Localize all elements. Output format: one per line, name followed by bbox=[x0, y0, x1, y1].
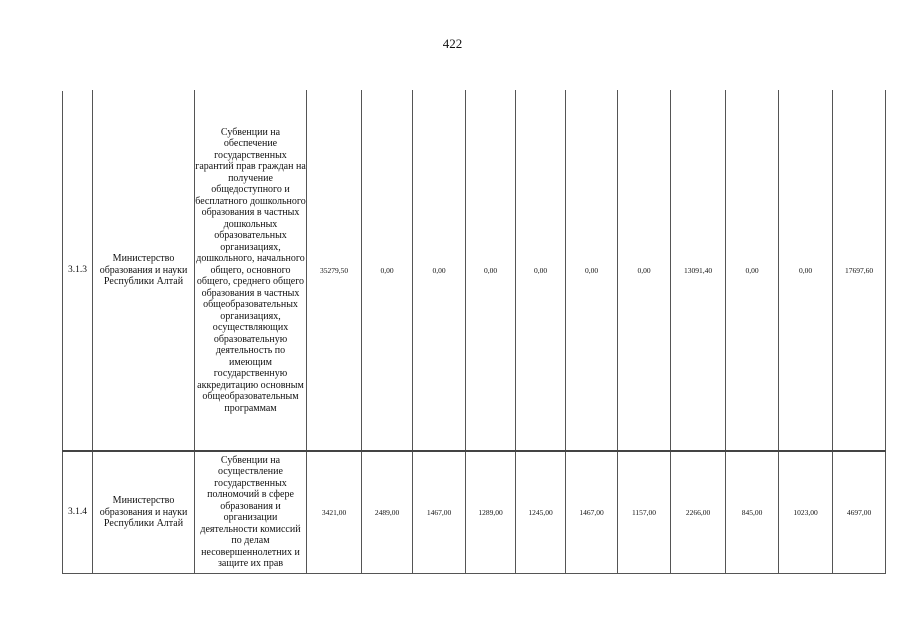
value-cell: 1023,00 bbox=[779, 451, 833, 574]
subsidy-description: Субвенции на осуществление государственных полномочий в сфере образования и организации деятельности комиссий по делам несовершеннолетних и защите их прав bbox=[195, 451, 307, 574]
value-cell: 2489,00 bbox=[362, 451, 413, 574]
value-cell: 0,00 bbox=[466, 91, 516, 451]
value-cell: 3421,00 bbox=[307, 451, 362, 574]
value-cell: 0,00 bbox=[566, 91, 618, 451]
agency-name: Министерство образования и науки Республики Алтай bbox=[93, 451, 195, 574]
value-cell: 1157,00 bbox=[618, 451, 671, 574]
value-cell: 1289,00 bbox=[466, 451, 516, 574]
table-row bbox=[63, 451, 886, 574]
value-cell: 0,00 bbox=[726, 91, 779, 451]
value-cell: 1467,00 bbox=[413, 451, 466, 574]
value-cell: 1467,00 bbox=[566, 451, 618, 574]
agency-name: Министерство образования и науки Республики Алтай bbox=[93, 91, 195, 451]
value-cell: 4697,00 bbox=[833, 451, 886, 574]
row-number: 3.1.3 bbox=[63, 91, 93, 451]
budget-table bbox=[62, 90, 886, 574]
value-cell: 13091,40 bbox=[671, 91, 726, 451]
value-cell: 0,00 bbox=[779, 91, 833, 451]
value-cell: 0,00 bbox=[413, 91, 466, 451]
value-cell: 0,00 bbox=[618, 91, 671, 451]
table-row bbox=[63, 91, 886, 451]
value-cell: 845,00 bbox=[726, 451, 779, 574]
row-number: 3.1.4 bbox=[63, 451, 93, 574]
value-cell: 17697,60 bbox=[833, 91, 886, 451]
value-cell: 0,00 bbox=[516, 91, 566, 451]
value-cell: 2266,00 bbox=[671, 451, 726, 574]
value-cell: 0,00 bbox=[362, 91, 413, 451]
subsidy-description: Субвенции на обеспечение государственных гарантий прав граждан на получение общедоступного и бесплатного дошкольного образования в частных дошкольных образовательных организациях, дошкольного, начального общего, основного общего, среднего общего образования в частных общеобразовательных организациях, осуществляющих образовательную деятельность по имеющим государственную аккредитацию основным общеобразовательным программам bbox=[195, 91, 307, 451]
value-cell: 35279,50 bbox=[307, 91, 362, 451]
page-number: 422 bbox=[442, 36, 463, 51]
value-cell: 1245,00 bbox=[516, 451, 566, 574]
